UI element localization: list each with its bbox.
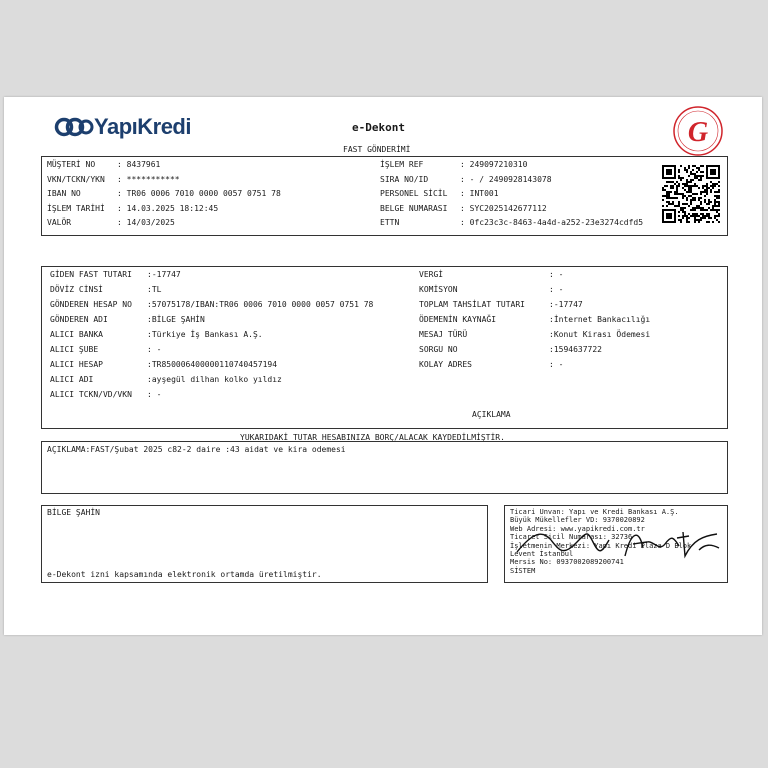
detail-field-label: ÖDEMENİN KAYNAĞI bbox=[419, 315, 497, 324]
description-box bbox=[41, 441, 728, 494]
document-subtitle: FAST GÖNDERİMİ bbox=[343, 145, 411, 154]
svg-text:G: G bbox=[687, 117, 709, 148]
bank-info-line: Ticari Unvan: Yapı ve Kredi Bankası A.Ş. bbox=[510, 508, 679, 516]
transaction-field-label: BELGE NUMARASI bbox=[380, 203, 448, 213]
detail-field-label: KOMİSYON bbox=[419, 285, 458, 294]
detail-field-value: :-17747 bbox=[147, 270, 181, 279]
signature-icon bbox=[513, 522, 723, 562]
bank-info-line: Mersis No: 0937002089200741 bbox=[510, 558, 624, 567]
e-dekont-note: e-Dekont izni kapsamında elektronik ortamda üretilmiştir. bbox=[47, 570, 322, 579]
customer-name: BİLGE ŞAHİN bbox=[47, 508, 100, 517]
footer-left-box bbox=[41, 505, 488, 583]
detail-field-value: : - bbox=[549, 270, 564, 279]
detail-field-value: :BİLGE ŞAHİN bbox=[147, 315, 205, 324]
customer-field-label: IBAN NO bbox=[47, 189, 81, 198]
customer-field-value: : 14.03.2025 18:12:45 bbox=[117, 203, 219, 213]
seal-icon bbox=[672, 105, 724, 157]
detail-field-label: TOPLAM TAHSİLAT TUTARI bbox=[419, 300, 525, 309]
customer-field-value: : TR06 0006 7010 0000 0057 0751 78 bbox=[117, 189, 281, 198]
qr-code-icon bbox=[662, 165, 720, 223]
detail-field-value: :Konut Kirası Ödemesi bbox=[549, 330, 651, 339]
transaction-details-box bbox=[41, 266, 728, 429]
detail-field-label: ALICI BANKA bbox=[50, 330, 103, 339]
detail-field-value: :TL bbox=[147, 285, 162, 294]
yapikredi-logo bbox=[54, 113, 191, 141]
detail-field-label: MESAJ TÜRÜ bbox=[419, 330, 468, 339]
transaction-field-value: : - / 2490928143078 bbox=[460, 174, 552, 184]
detail-field-label: KOLAY ADRES bbox=[419, 360, 472, 369]
bank-info-line: Levent İstanbul bbox=[510, 550, 574, 558]
transaction-field-value: : 249097210310 bbox=[460, 160, 528, 169]
detail-field-value: :TR850006400000110740457194 bbox=[147, 360, 278, 369]
aciklama-heading: AÇIKLAMA bbox=[472, 410, 511, 419]
customer-field-label: İŞLEM TARİHİ bbox=[47, 203, 105, 213]
customer-field-value: : *********** bbox=[117, 174, 180, 184]
bank-info-line: Web Adresi: www.yapikredi.com.tr bbox=[510, 524, 645, 533]
document-title: e-Dekont bbox=[352, 121, 405, 134]
customer-field-label: VKN/TCKN/YKN bbox=[47, 174, 105, 184]
detail-field-label: GÖNDEREN HESAP NO bbox=[50, 300, 132, 309]
bank-info-line: Büyük Mükellefler VD: 9370020892 bbox=[510, 516, 645, 525]
e-dekont-document bbox=[4, 97, 762, 635]
detail-field-label: ALICI TCKN/VD/VKN bbox=[50, 390, 132, 399]
description-text: AÇIKLAMA:FAST/Şubat 2025 c82-2 daire :43 aidat ve kira odemesi bbox=[47, 445, 346, 454]
yapikredi-logo-icon bbox=[54, 116, 94, 138]
detail-field-label: ALICI HESAP bbox=[50, 360, 103, 369]
transaction-field-value: : 0fc23c3c-8463-4a4d-a252-23e3274cdfd5 bbox=[460, 218, 644, 227]
customer-field-value: : 14/03/2025 bbox=[117, 218, 175, 227]
detail-field-value: : - bbox=[549, 360, 564, 369]
detail-field-value: :Türkiye İş Bankası A.Ş. bbox=[147, 330, 263, 339]
bank-info-line: İşletmenin Merkezi: Yapı Kredi Plaza D Blok bbox=[510, 541, 692, 550]
detail-field-value: :1594637722 bbox=[549, 345, 602, 354]
transaction-field-label: ETTN bbox=[380, 218, 400, 227]
transaction-field-label: İŞLEM REF bbox=[380, 160, 424, 169]
transaction-field-label: SIRA NO/ID bbox=[380, 174, 429, 184]
bank-info-line: Ticaret Sicil Numarası: 32736 bbox=[510, 533, 633, 542]
detail-field-value: : - bbox=[147, 345, 162, 354]
detail-field-value: : - bbox=[549, 285, 564, 294]
detail-field-value: :İnternet Bankacılığı bbox=[549, 315, 651, 324]
detail-field-value: :57075178/IBAN:TR06 0006 7010 0000 0057 0751 78 bbox=[147, 300, 374, 309]
detail-field-label: ALICI ADI bbox=[50, 375, 94, 384]
detail-field-label: GÖNDEREN ADI bbox=[50, 315, 108, 324]
customer-field-label: MÜŞTERİ NO bbox=[47, 160, 96, 169]
customer-field-value: : 8437961 bbox=[117, 160, 161, 169]
detail-field-label: VERGİ bbox=[419, 270, 444, 279]
customer-info-box bbox=[41, 156, 728, 236]
transaction-field-value: : SYC2025142677112 bbox=[460, 203, 547, 213]
detail-field-value: : - bbox=[147, 390, 162, 399]
transaction-field-value: : INT001 bbox=[460, 189, 499, 198]
detail-field-label: ALICI ŞUBE bbox=[50, 345, 99, 354]
bank-name: YapıKredi bbox=[94, 114, 191, 139]
bank-info-line: SİSTEM bbox=[510, 566, 536, 575]
detail-field-value: :ayşegül dilhan kolko yıldız bbox=[147, 375, 282, 384]
detail-field-label: GİDEN FAST TUTARI bbox=[50, 270, 132, 279]
customer-field-label: VALÖR bbox=[47, 218, 72, 227]
footer-right-box bbox=[504, 505, 728, 583]
transaction-field-label: PERSONEL SİCİL bbox=[380, 189, 448, 198]
debit-notice: YUKARIDAKİ TUTAR HESABINIZA BORÇ/ALACAK KAYDEDİLMİŞTİR. bbox=[240, 433, 505, 442]
detail-field-label: DÖVİZ CİNSİ bbox=[50, 285, 103, 294]
detail-field-label: SORGU NO bbox=[419, 345, 458, 354]
detail-field-value: :-17747 bbox=[549, 300, 583, 309]
